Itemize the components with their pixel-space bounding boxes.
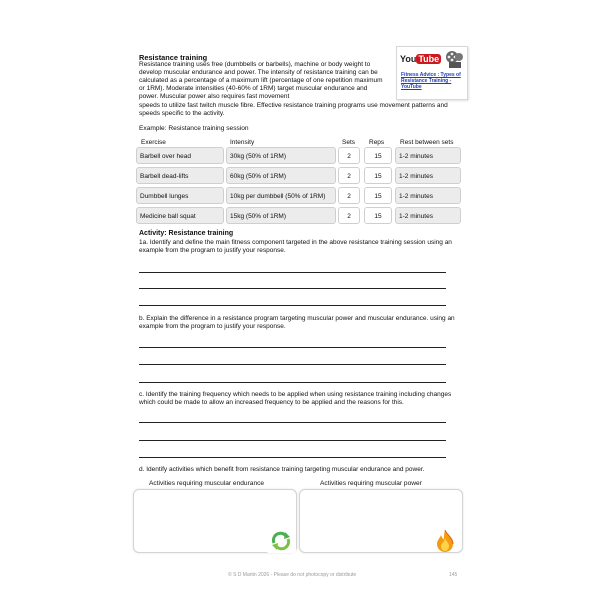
video-link[interactable]: Fitness Advice : Types of Resistance Training - YouTube <box>401 72 461 91</box>
cell-sets: 2 <box>338 187 360 204</box>
cell-reps: 15 <box>364 167 392 184</box>
cell-sets: 2 <box>338 147 360 164</box>
question-c: c. Identify the training frequency which needs to be applied when using resistance training including changes which could be made to allow an increased frequency to be applied and the reasons for this. <box>139 391 452 407</box>
cell-sets: 2 <box>338 207 360 224</box>
activity-title: Activity: Resistance training <box>139 230 234 237</box>
cell-sets: 2 <box>338 167 360 184</box>
intro-paragraph-continued: speeds to utilize fast twitch muscle fibre. Effective resistance training programs use movement patterns and speeds specific to the activity. <box>139 102 448 118</box>
recycle-icon <box>266 529 296 553</box>
cell-reps: 15 <box>364 207 392 224</box>
cell-reps: 15 <box>364 147 392 164</box>
answer-line[interactable] <box>139 382 446 383</box>
col-header-rest: Rest between sets <box>400 139 454 146</box>
cell-reps: 15 <box>364 187 392 204</box>
answer-line[interactable] <box>139 305 446 306</box>
fire-icon <box>432 528 458 554</box>
cell-rest: 1-2 minutes <box>395 187 461 204</box>
cell-exercise: Dumbbell lunges <box>136 187 224 204</box>
example-caption: Example: Resistance training session <box>139 125 249 132</box>
cell-exercise: Barbell dead-lifts <box>136 167 224 184</box>
col-header-exercise: Exercise <box>141 139 166 146</box>
cell-rest: 1-2 minutes <box>395 207 461 224</box>
answer-line[interactable] <box>139 440 446 441</box>
col-header-intensity: Intensity <box>230 139 255 146</box>
question-b: b. Explain the difference in a resistance program targeting muscular power and muscular endurance. using an example from the program to justify your response. <box>139 315 455 331</box>
answer-line[interactable] <box>139 288 446 289</box>
col-header-sets: Sets <box>342 139 356 146</box>
cell-rest: 1-2 minutes <box>395 147 461 164</box>
cell-intensity: 15kg (50% of 1RM) <box>226 207 336 224</box>
answer-line[interactable] <box>139 272 446 273</box>
film-reel-icon <box>444 49 464 69</box>
section-title: Resistance training <box>139 53 208 62</box>
cell-exercise: Medicine ball squat <box>136 207 224 224</box>
cell-rest: 1-2 minutes <box>395 167 461 184</box>
intro-paragraph: Resistance training uses free (dumbbells or barbells), machine or body weight to develop muscular endurance and power. The intensity of resistance training can be calculated as a percentage of a maximum lift (percentage of one repetition maximum or 1RM). Moderate intensities (40-60% of 1RM) target muscular endurance and power. Muscular power also requires fast movement <box>139 61 383 101</box>
page-number: 145 <box>449 572 458 578</box>
cell-intensity: 10kg per dumbbell (50% of 1RM) <box>226 187 336 204</box>
answer-line[interactable] <box>139 347 446 348</box>
answer-line[interactable] <box>139 457 446 458</box>
cell-intensity: 30kg (50% of 1RM) <box>226 147 336 164</box>
youtube-logo: You Tube <box>400 54 440 64</box>
endurance-activities-label: Activities requiring muscular endurance <box>149 480 265 487</box>
answer-line[interactable] <box>139 364 446 365</box>
question-d: d. Identify activities which benefit from resistance training targeting muscular endurance and power. <box>139 466 425 473</box>
cell-exercise: Barbell over head <box>136 147 224 164</box>
power-activities-label: Activities requiring muscular power <box>320 480 422 487</box>
col-header-reps: Reps <box>369 139 385 146</box>
answer-line[interactable] <box>139 422 446 423</box>
youtube-video-link-card[interactable] <box>396 46 468 100</box>
cell-intensity: 60kg (50% of 1RM) <box>226 167 336 184</box>
footer-copyright: © S D Martin 2026 - Please do not photocopy or distribute <box>228 572 357 578</box>
question-a: 1a. Identify and define the main fitness component targeted in the above resistance training session using an example from the program to justify your response. <box>139 239 452 255</box>
